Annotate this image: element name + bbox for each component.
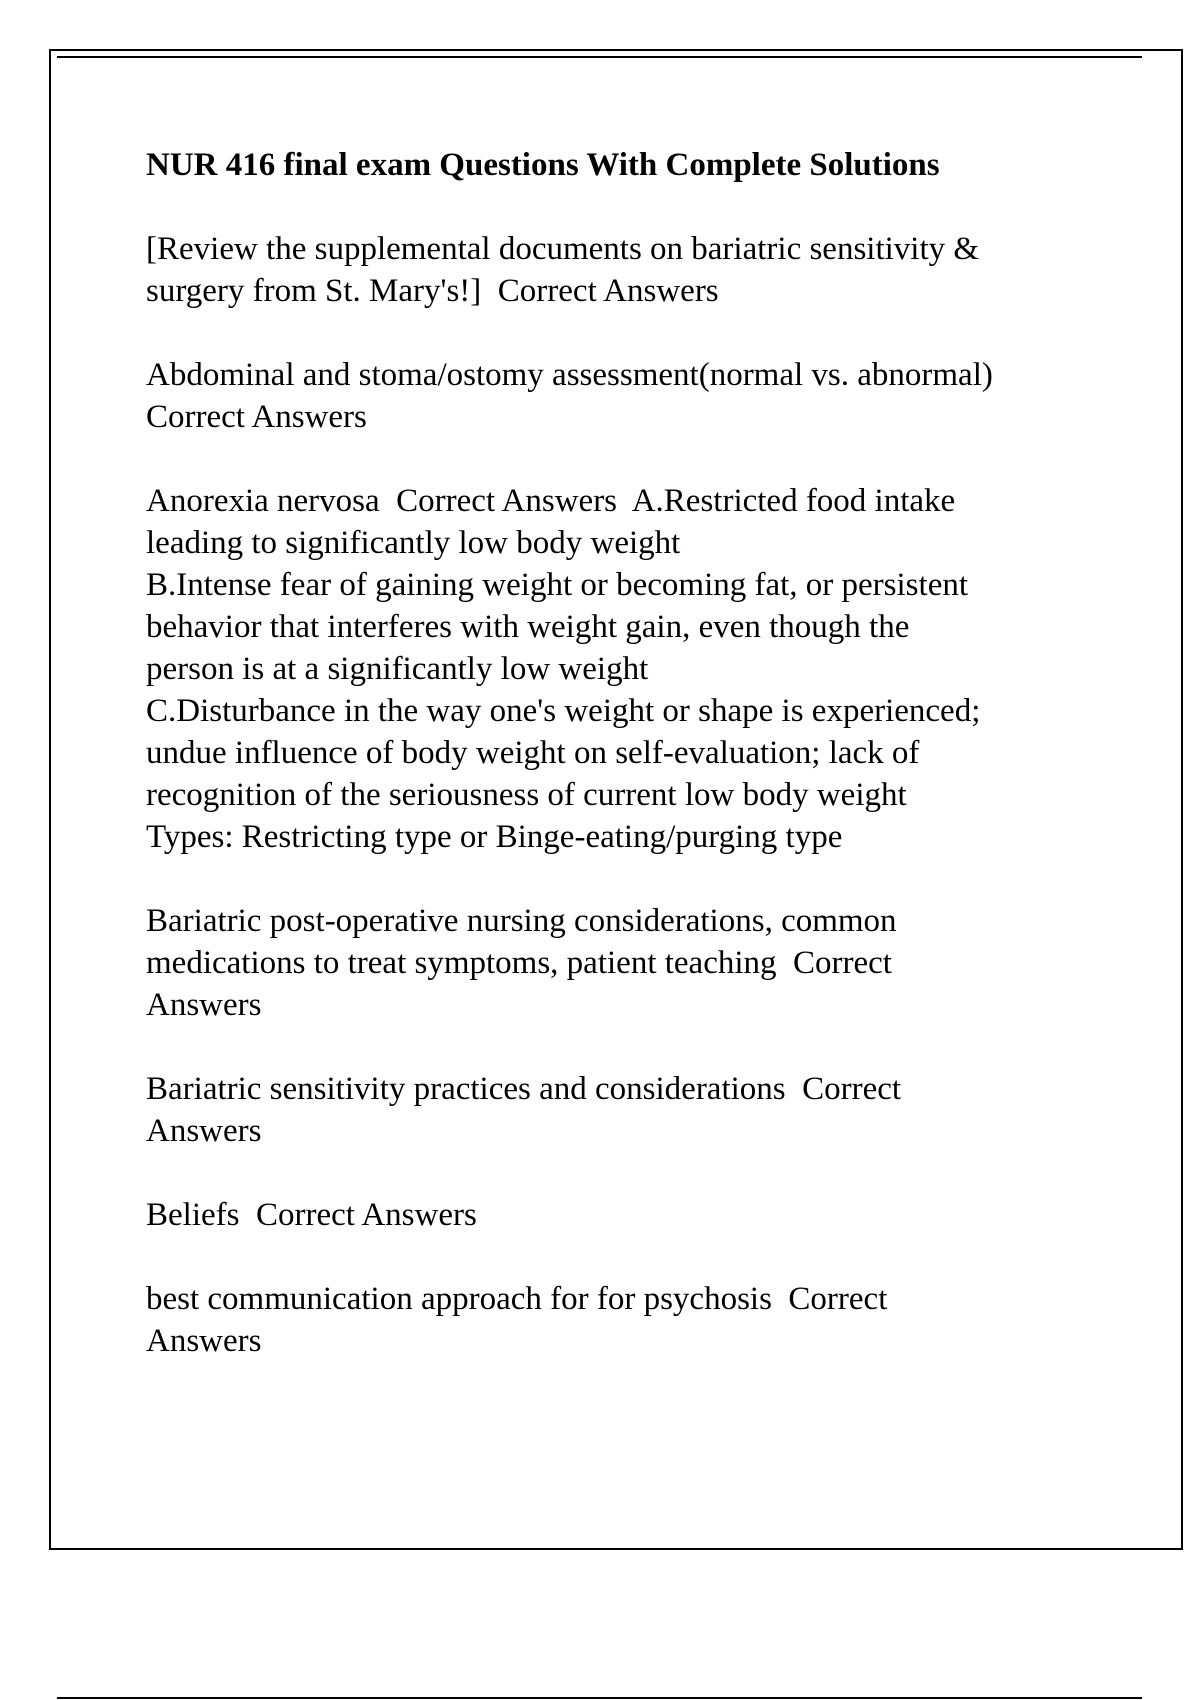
qa-entry-anorexia-nervosa: Anorexia nervosa Correct Answers A.Restricted food intake leading to significantly low body weight B.Intense fear of gaining weight or becoming fat, or persistent behavior that interferes with weight gain, even though the person is at a significantly low weight C.Disturbance in the way one's weight or shape is experienced; undue influence of body weight on self-evaluation; lack of recognition of the seriousness of current low body weight Types: Restricting type or Binge-eating/purging type [146, 483, 981, 855]
qa-entry-abdominal-assessment: Abdominal and stoma/ostomy assessment(normal vs. abnormal) Correct Answers [146, 357, 993, 435]
top-rule [57, 56, 1142, 58]
qa-entry-review-supplemental: [Review the supplemental documents on bariatric sensitivity & surgery from St. Mary's!] Correct Answers [146, 231, 980, 309]
bottom-rule [57, 1697, 1142, 1699]
qa-entry-bariatric-post-op: Bariatric post-operative nursing considerations, common medications to treat symptoms, patient teaching Correct Answers [146, 903, 897, 1023]
qa-entry-bariatric-sensitivity: Bariatric sensitivity practices and considerations Correct Answers [146, 1071, 902, 1149]
qa-entry-psychosis-communication: best communication approach for for psychosis Correct Answers [146, 1281, 888, 1359]
document-title: NUR 416 final exam Questions With Complete Solutions [146, 147, 940, 183]
document-body [146, 144, 1086, 1404]
qa-entry-beliefs: Beliefs Correct Answers [146, 1197, 477, 1233]
